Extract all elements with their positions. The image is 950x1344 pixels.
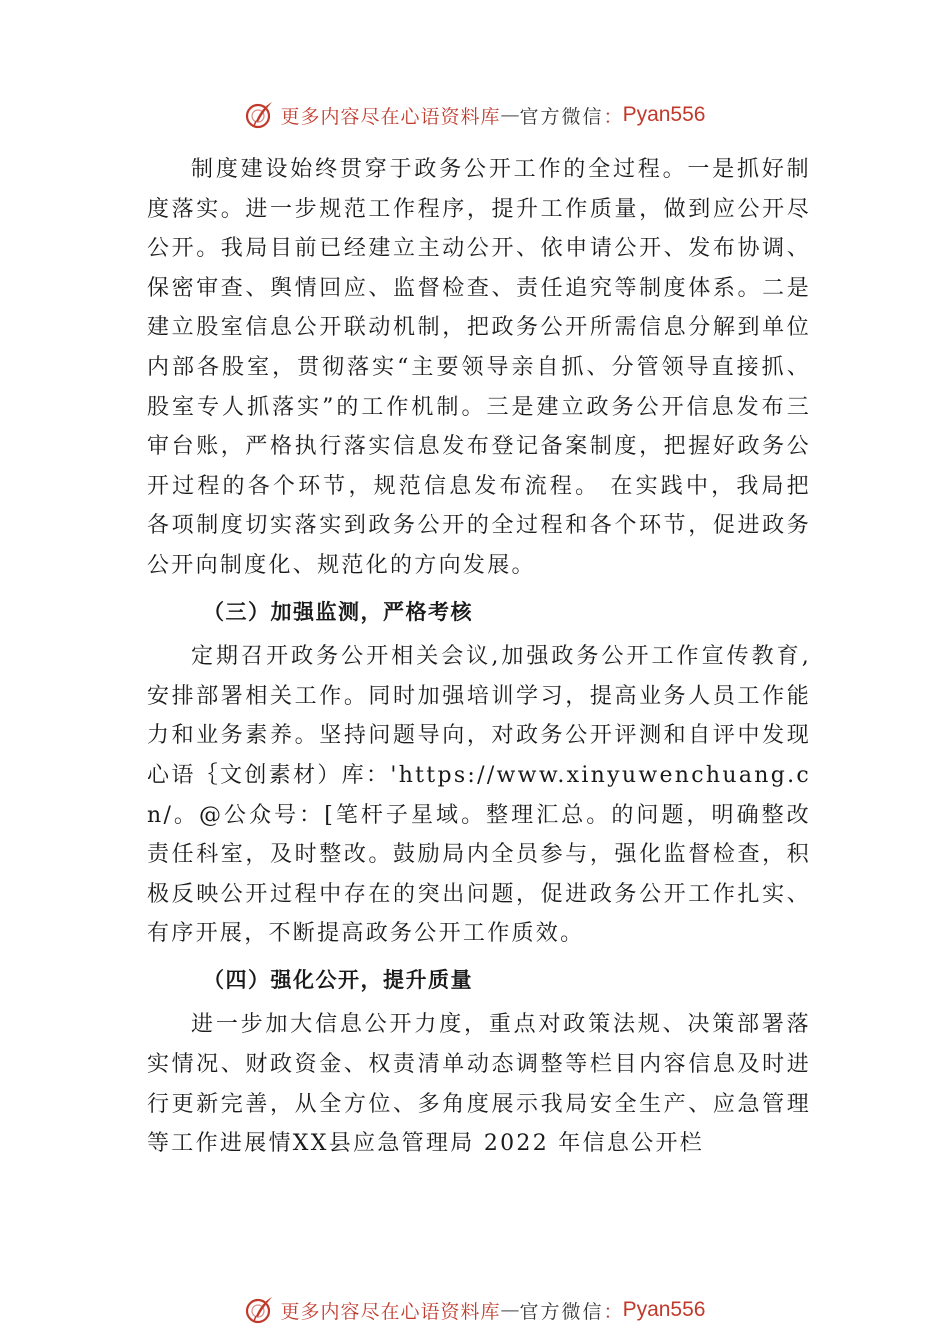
- section-heading-four: （四）强化公开，提升质量: [203, 966, 473, 992]
- header-banner: [0, 95, 950, 135]
- banner-wechat-id: Pyan556: [622, 1298, 706, 1321]
- banner-wechat-label: 官方微信: [519, 105, 604, 128]
- document-body: [147, 150, 811, 1164]
- banner-colon: ：: [603, 1300, 623, 1323]
- quill-pen-logo-icon: [245, 1295, 275, 1325]
- banner-wechat-label: 官方微信: [519, 1300, 604, 1323]
- banner-wechat-id: Pyan556: [622, 103, 706, 126]
- footer-banner: [0, 1290, 950, 1330]
- banner-slogan: 更多内容尽在心语资料库: [280, 105, 501, 128]
- banner-slogan: 更多内容尽在心语资料库: [280, 1300, 501, 1323]
- paragraph-institution-building: 制度建设始终贯穿于政务公开工作的全过程。一是抓好制度落实。进一步规范工作程序，提升工作质量，做到应公开尽公开。我局目前已经建立主动公开、依申请公开、发布协调、保密审查、舆情回应、监督检查、责任追究等制度体系。二是建立股室信息公开联动机制，把政务公开所需信息分解到单位内部各股室，贯彻落实“主要领导亲自抓、分管领导直接抓、股室专人抓落实”的工作机制。三是建立政务公开信息发布三审台账，严格执行落实信息发布登记备案制度，把握好政务公开过程的各个环节，规范信息发布流程。 在实践中，我局把各项制度切实落实到政务公开的全过程和各个环节，促进政务公开向制度化、规范化的方向发展。: [147, 157, 811, 578]
- banner-separator: —: [500, 104, 520, 126]
- banner-separator: —: [500, 1299, 520, 1321]
- banner-colon: ：: [603, 105, 623, 128]
- paragraph-monitoring: 定期召开政务公开相关会议,加强政务公开工作宣传教育,安排部署相关工作。同时加强培训学习，提高业务人员工作能力和业务素养。坚持问题导向，对政务公开评测和自评中发现心语｛文创素材）库：'https://www.xinyuwenchuang.cn/。@公众号：[笔杆子星域。整理汇总。的问题，明确整改责任科室，及时整改。鼓励局内全员参与，强化监督检查，积极反映公开过程中存在的突出问题，促进政务公开工作扎实、有序开展，不断提高政务公开工作质效。: [147, 644, 811, 947]
- paragraph-disclosure: 进一步加大信息公开力度，重点对政策法规、决策部署落实情况、财政资金、权责清单动态调整等栏目内容信息及时进行更新完善，从全方位、多角度展示我局安全生产、应急管理等工作进展情XX县应急管理局 2022 年信息公开栏: [147, 1012, 811, 1157]
- section-heading-three: （三）加强监测，严格考核: [203, 598, 473, 624]
- quill-pen-logo-icon: [245, 100, 275, 130]
